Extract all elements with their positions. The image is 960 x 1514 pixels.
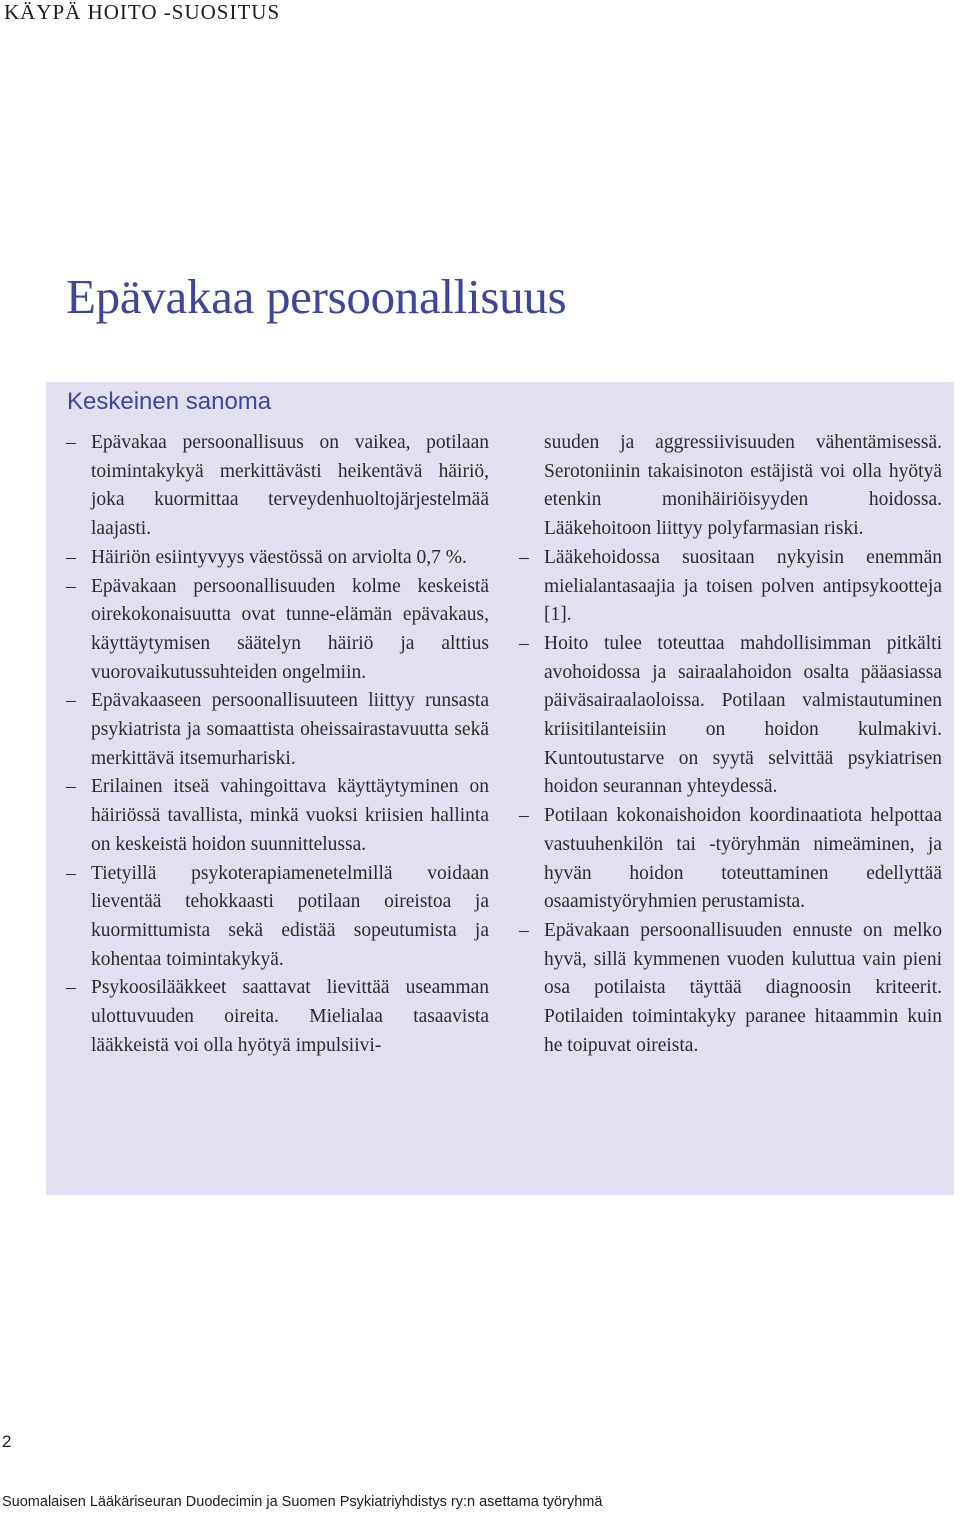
- list-item: [519, 630, 942, 802]
- list-item: [519, 917, 942, 1061]
- list-item-text: Tietyillä psykoterapiamenetelmillä voidaan lieventää tehokkaasti potilaan oireistoa ja kuormittumista sekä edistää sopeutumista ja kohentaa toimintakykyä.: [91, 862, 489, 970]
- key-message-heading: Keskeinen sanoma: [67, 388, 272, 415]
- bullet-dash: –: [66, 862, 76, 884]
- list-item-continuation: [544, 429, 942, 544]
- list-item-text: Lääkehoidossa suositaan nykyisin enemmän mielialantasaajia ja toisen polven antipsykootteja [1].: [544, 546, 942, 626]
- page-number: 2: [2, 1432, 12, 1451]
- list-item-text: Epävakaaseen persoonallisuuteen liittyy runsasta psykiatrista ja somaattista oheissairastavuutta sekä merkittävä itsemurhariski.: [91, 690, 489, 769]
- list-item: [66, 687, 489, 773]
- bullet-dash: –: [66, 546, 76, 568]
- key-message-list-right: [519, 429, 942, 1060]
- key-message-list-left: [66, 429, 489, 1060]
- key-message-box: [46, 382, 954, 1195]
- bullet-dash: –: [66, 575, 76, 597]
- list-item: [66, 860, 489, 975]
- page-title: Epävakaa persoonallisuus: [66, 269, 567, 324]
- list-item-text: Psykoosilääkkeet saattavat lievittää useamman ulottuvuuden oireita. Mielialaa tasaavista lääkkeistä voi olla hyötyä impulsiivi-: [91, 977, 489, 1056]
- bullet-dash: –: [66, 776, 76, 798]
- list-item: [519, 544, 942, 630]
- continuation-text: suuden ja aggressiivisuuden vähentämisessä. Serotoniinin takaisinoton estäjistä voi olla hyötyä etenkin monihäiriöisyyden hoidossa. Lääkehoitoon liittyy polyfarmasian riski.: [544, 432, 942, 540]
- list-item-text: Erilainen itseä vahingoittava käyttäytyminen on häiriössä tavallista, minkä vuoksi kriisien hallinta on keskeistä hoidon suunnittelussa.: [91, 776, 489, 855]
- running-head: KÄYPÄ HOITO -SUOSITUS: [4, 0, 281, 24]
- bullet-dash: –: [519, 919, 529, 941]
- list-item-text: Häiriön esiintyvyys väestössä on arviolta 0,7 %.: [91, 546, 467, 568]
- list-item: [66, 544, 489, 573]
- bullet-dash: –: [66, 977, 76, 999]
- bullet-dash: –: [519, 805, 529, 827]
- list-item-text: Epävakaan persoonallisuuden kolme keskeistä oirekokonaisuutta ovat tunne-elämän epävakaus, käyttäytymisen säätelyn häiriö ja alttius vuorovaikutussuhteiden ongelmiin.: [91, 575, 489, 683]
- list-item: [66, 573, 489, 688]
- bullet-dash: –: [66, 690, 76, 712]
- list-item-text: Hoito tulee toteuttaa mahdollisimman pitkälti avohoidossa ja sairaalahoidon osalta pääasiassa päiväsairaalaoloissa. Potilaan valmistautuminen kriisitilanteisiin on hoidon kulmakivi. Kuntoutustarve on syytä selvittää psykiatrisen hoidon seurannan yhteydessä.: [544, 632, 942, 798]
- bullet-dash: –: [519, 546, 529, 568]
- list-item: [66, 974, 489, 1060]
- bullet-dash: –: [66, 432, 76, 453]
- list-item-text: Epävakaa persoonallisuus on vaikea, potilaan toimintakykyä merkittävästi heikentävä häiriö, joka kuormittaa terveydenhuoltojärjestelmää laajasti.: [91, 432, 489, 540]
- footer-credit: Suomalaisen Lääkäriseuran Duodecimin ja Suomen Psykiatriyhdistys ry:n asettama työryhmä: [2, 1494, 603, 1510]
- list-item: [66, 773, 489, 859]
- list-item-text: Epävakaan persoonallisuuden ennuste on melko hyvä, sillä kymmenen vuoden kuluttua vain pieni osa potilaista täyttää diagnoosin kriteerit. Potilaiden toimintakyky paranee hitaammin kuin he toipuvat oireista.: [544, 919, 942, 1056]
- list-item-text: Potilaan kokonaishoidon koordinaatiota helpottaa vastuuhenkilön tai -työryhmän nimeäminen, ja hyvän hoidon toteuttaminen edellyttää osaamistyöryhmien perustamista.: [544, 805, 942, 913]
- bullet-dash: –: [519, 632, 529, 654]
- list-item: [519, 802, 942, 917]
- list-item: [66, 429, 489, 544]
